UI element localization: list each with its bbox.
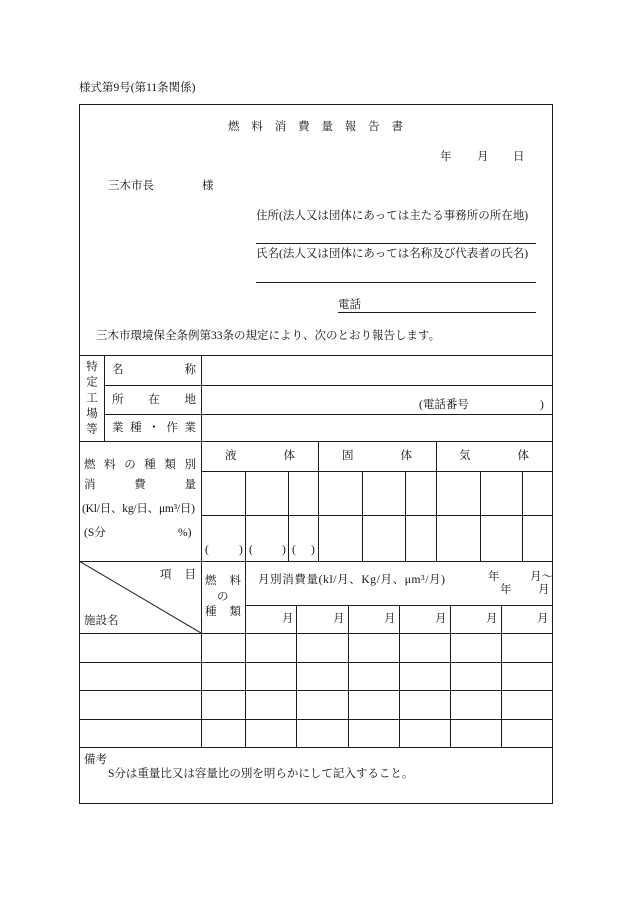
factory-industry-label: 業種・作業 — [112, 422, 203, 434]
blank-paren-open: ( — [249, 544, 253, 556]
factory-phone-open: (電話番号 — [419, 399, 469, 411]
fuel-row-rule — [201, 515, 553, 516]
fuel-subcolumn-divider — [362, 471, 363, 562]
factory-label-divider — [104, 355, 105, 442]
category-header-rule — [201, 471, 553, 472]
facility-header-label: 施設名 — [84, 615, 119, 627]
month-column-label: 月 — [537, 613, 549, 625]
date-month-label: 月 — [477, 151, 489, 163]
table-row-rule — [79, 662, 553, 663]
month-column-label: 月 — [384, 613, 396, 625]
category-solid: 固体 — [342, 450, 459, 462]
month-column-divider — [450, 605, 451, 748]
fuel-type-header-line1: 燃料 — [205, 575, 254, 587]
category-liquid: 液体 — [225, 450, 342, 462]
fuel-consumption-label-line1: 燃料の種類別 — [84, 459, 205, 471]
reporter-name-line — [256, 282, 536, 283]
section-rule — [79, 747, 553, 748]
factory-location-label: 所在地 — [112, 394, 221, 406]
addressee-honorific: 様 — [202, 180, 214, 192]
reporter-phone-line — [338, 312, 536, 313]
period-to-month: 月 — [538, 584, 550, 596]
month-column-label: 月 — [435, 613, 447, 625]
reporter-name-label: 氏名(法人又は団体にあっては名称及び代表者の氏名) — [256, 248, 529, 260]
factory-row-rule — [104, 414, 553, 415]
report-statement: 三木市環境保全条例第33条の規定により、次のとおり報告します。 — [96, 330, 441, 342]
blank-paren-open: ( — [292, 544, 296, 556]
month-column-label: 月 — [486, 613, 498, 625]
sulfur-content-close: %) — [178, 527, 192, 539]
month-column-label: 月 — [333, 613, 345, 625]
form-title: 燃料消費量報告書 — [228, 121, 415, 133]
fuel-type-header-line2: の — [217, 591, 229, 603]
date-day-label: 日 — [513, 151, 525, 163]
table-row-rule — [79, 690, 553, 691]
factory-phone-close: ) — [540, 399, 544, 411]
blank-paren-close: ) — [239, 544, 243, 556]
remarks-note: S分は重量比又は容量比の別を明らかにして記入すること。 — [108, 768, 414, 780]
factory-row-rule — [104, 385, 553, 386]
item-header-label: 項目 — [160, 569, 209, 581]
reporter-address-line — [256, 243, 536, 244]
period-to-year: 年 — [500, 584, 512, 596]
month-column-divider — [501, 605, 502, 748]
fuel-subcolumn-divider — [245, 471, 246, 562]
fuel-subcolumn-divider — [288, 471, 289, 562]
factory-name-label: 名称 — [112, 364, 257, 376]
table-rule-top — [79, 355, 553, 356]
month-column-label: 月 — [282, 613, 294, 625]
blank-paren-close: ) — [311, 544, 315, 556]
reporter-address-label: 住所(法人又は団体にあっては主たる事務所の所在地) — [256, 210, 529, 222]
fuel-subcolumn-divider — [522, 471, 523, 562]
blank-paren-close: ) — [282, 544, 286, 556]
fuel-consumption-label-line2: 消費量 — [84, 479, 235, 491]
month-column-divider — [348, 605, 349, 748]
category-gas: 気体 — [459, 450, 576, 462]
table-row-rule — [79, 633, 553, 634]
section-rule — [79, 441, 553, 442]
fuel-subcolumn-divider — [405, 471, 406, 562]
fuel-type-header-line3: 種類 — [205, 606, 254, 618]
month-column-divider — [296, 605, 297, 748]
blank-paren-open: ( — [205, 544, 209, 556]
period-from-month: 月〜 — [530, 571, 553, 583]
addressee-name: 三木市長 — [108, 180, 154, 192]
monthly-consumption-label: 月別消費量(kl/月、Kg/月、μm³/月) — [258, 574, 446, 586]
table-row-rule — [79, 719, 553, 720]
fuel-consumption-units: (Kl/日、kg/日、μm³/日) — [82, 503, 195, 515]
sulfur-content-open: (S分 — [84, 527, 106, 539]
form-number: 様式第9号(第11条関係) — [79, 82, 196, 94]
month-column-divider — [399, 605, 400, 748]
fuel-subcolumn-divider — [480, 471, 481, 562]
date-year-label: 年 — [440, 151, 452, 163]
factory-section-label: 特定工場等 — [85, 360, 97, 439]
remarks-label: 備考 — [84, 754, 107, 766]
period-from-year: 年 — [488, 571, 500, 583]
reporter-phone-label: 電話 — [338, 299, 361, 311]
